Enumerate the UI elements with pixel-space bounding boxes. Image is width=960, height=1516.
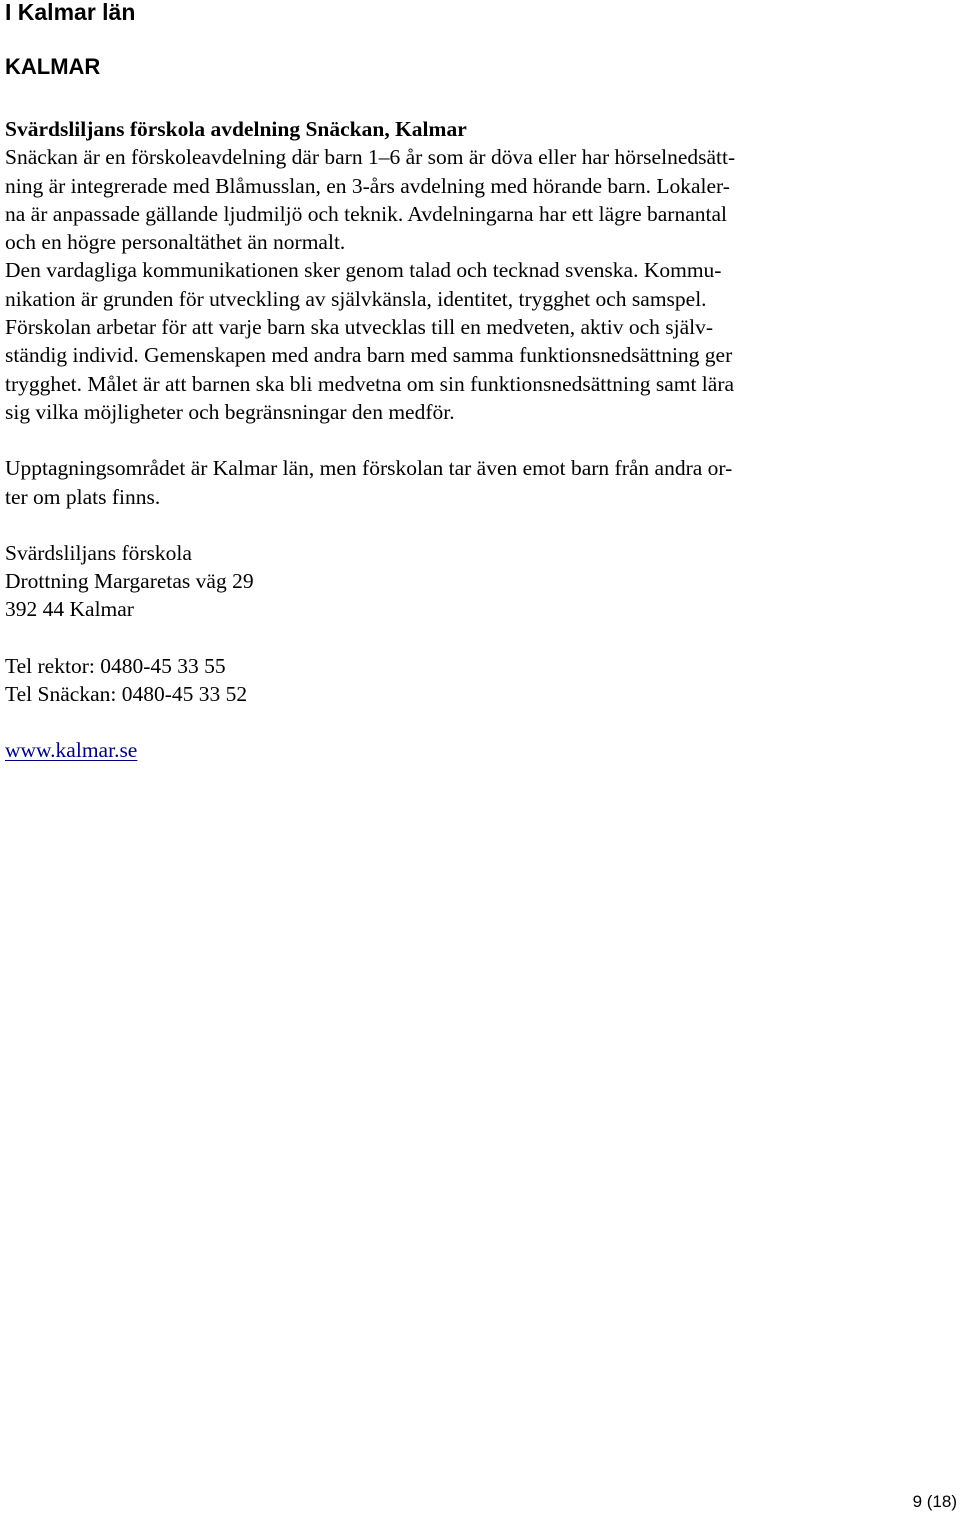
paragraph-line: trygghet. Målet är att barnen ska bli medvetna om sin funktionsnedsättning samt lära [5,371,735,396]
website-link[interactable]: www.kalmar.se [5,738,138,763]
phone-snackan: Tel Snäckan: 0480-45 33 52 [5,682,248,707]
page-number: 9 (18) [912,1492,957,1511]
paragraph-line: sig vilka möjligheter och begränsningar den medför. [5,399,455,424]
paragraph-line: ständig individ. Gemenskapen med andra barn med samma funktionsnedsättning ger [5,343,733,368]
street-address: Drottning Margaretas väg 29 [5,569,254,594]
website-block [5,736,845,764]
paragraph-line: ter om plats finns. [5,484,161,509]
paragraph-line: Upptagningsområdet är Kalmar län, men förskolan tar även emot barn från andra or- [5,456,733,481]
school-name: Svärdsliljans förskola [5,540,192,565]
postal-address: 392 44 Kalmar [5,597,134,622]
paragraph-line: Snäckan är en förskoleavdelning där barn 1–6 år som är döva eller har hörselnedsätt- [5,145,736,170]
catchment-paragraph [5,454,845,511]
paragraph-line: och en högre personaltäthet än normalt. [5,230,346,255]
paragraph-line: Förskolan arbetar för att varje barn ska utvecklas till en medveten, aktiv och själv- [5,315,714,340]
region-heading: I Kalmar län [5,0,136,25]
document-page [5,0,845,765]
paragraph-line: ning är integrerade med Blåmusslan, en 3-års avdelning med hörande barn. Lokaler- [5,173,730,198]
municipality-heading: KALMAR [5,54,101,79]
paragraph-line: Den vardagliga kommunikationen sker genom talad och tecknad svenska. Kommu- [5,258,722,283]
paragraph-line: nikation är grunden för utveckling av självkänsla, identitet, trygghet och samspel. [5,286,707,311]
contact-block [5,652,845,709]
phone-rektor: Tel rektor: 0480-45 33 55 [5,653,226,678]
address-block [5,539,845,624]
section-title: Svärdsliljans förskola avdelning Snäckan, Kalmar [5,117,467,141]
paragraph-line: na är anpassade gällande ljudmiljö och teknik. Avdelningarna har ett lägre barnantal [5,201,727,226]
school-section [5,115,845,765]
description-paragraph [5,143,845,426]
